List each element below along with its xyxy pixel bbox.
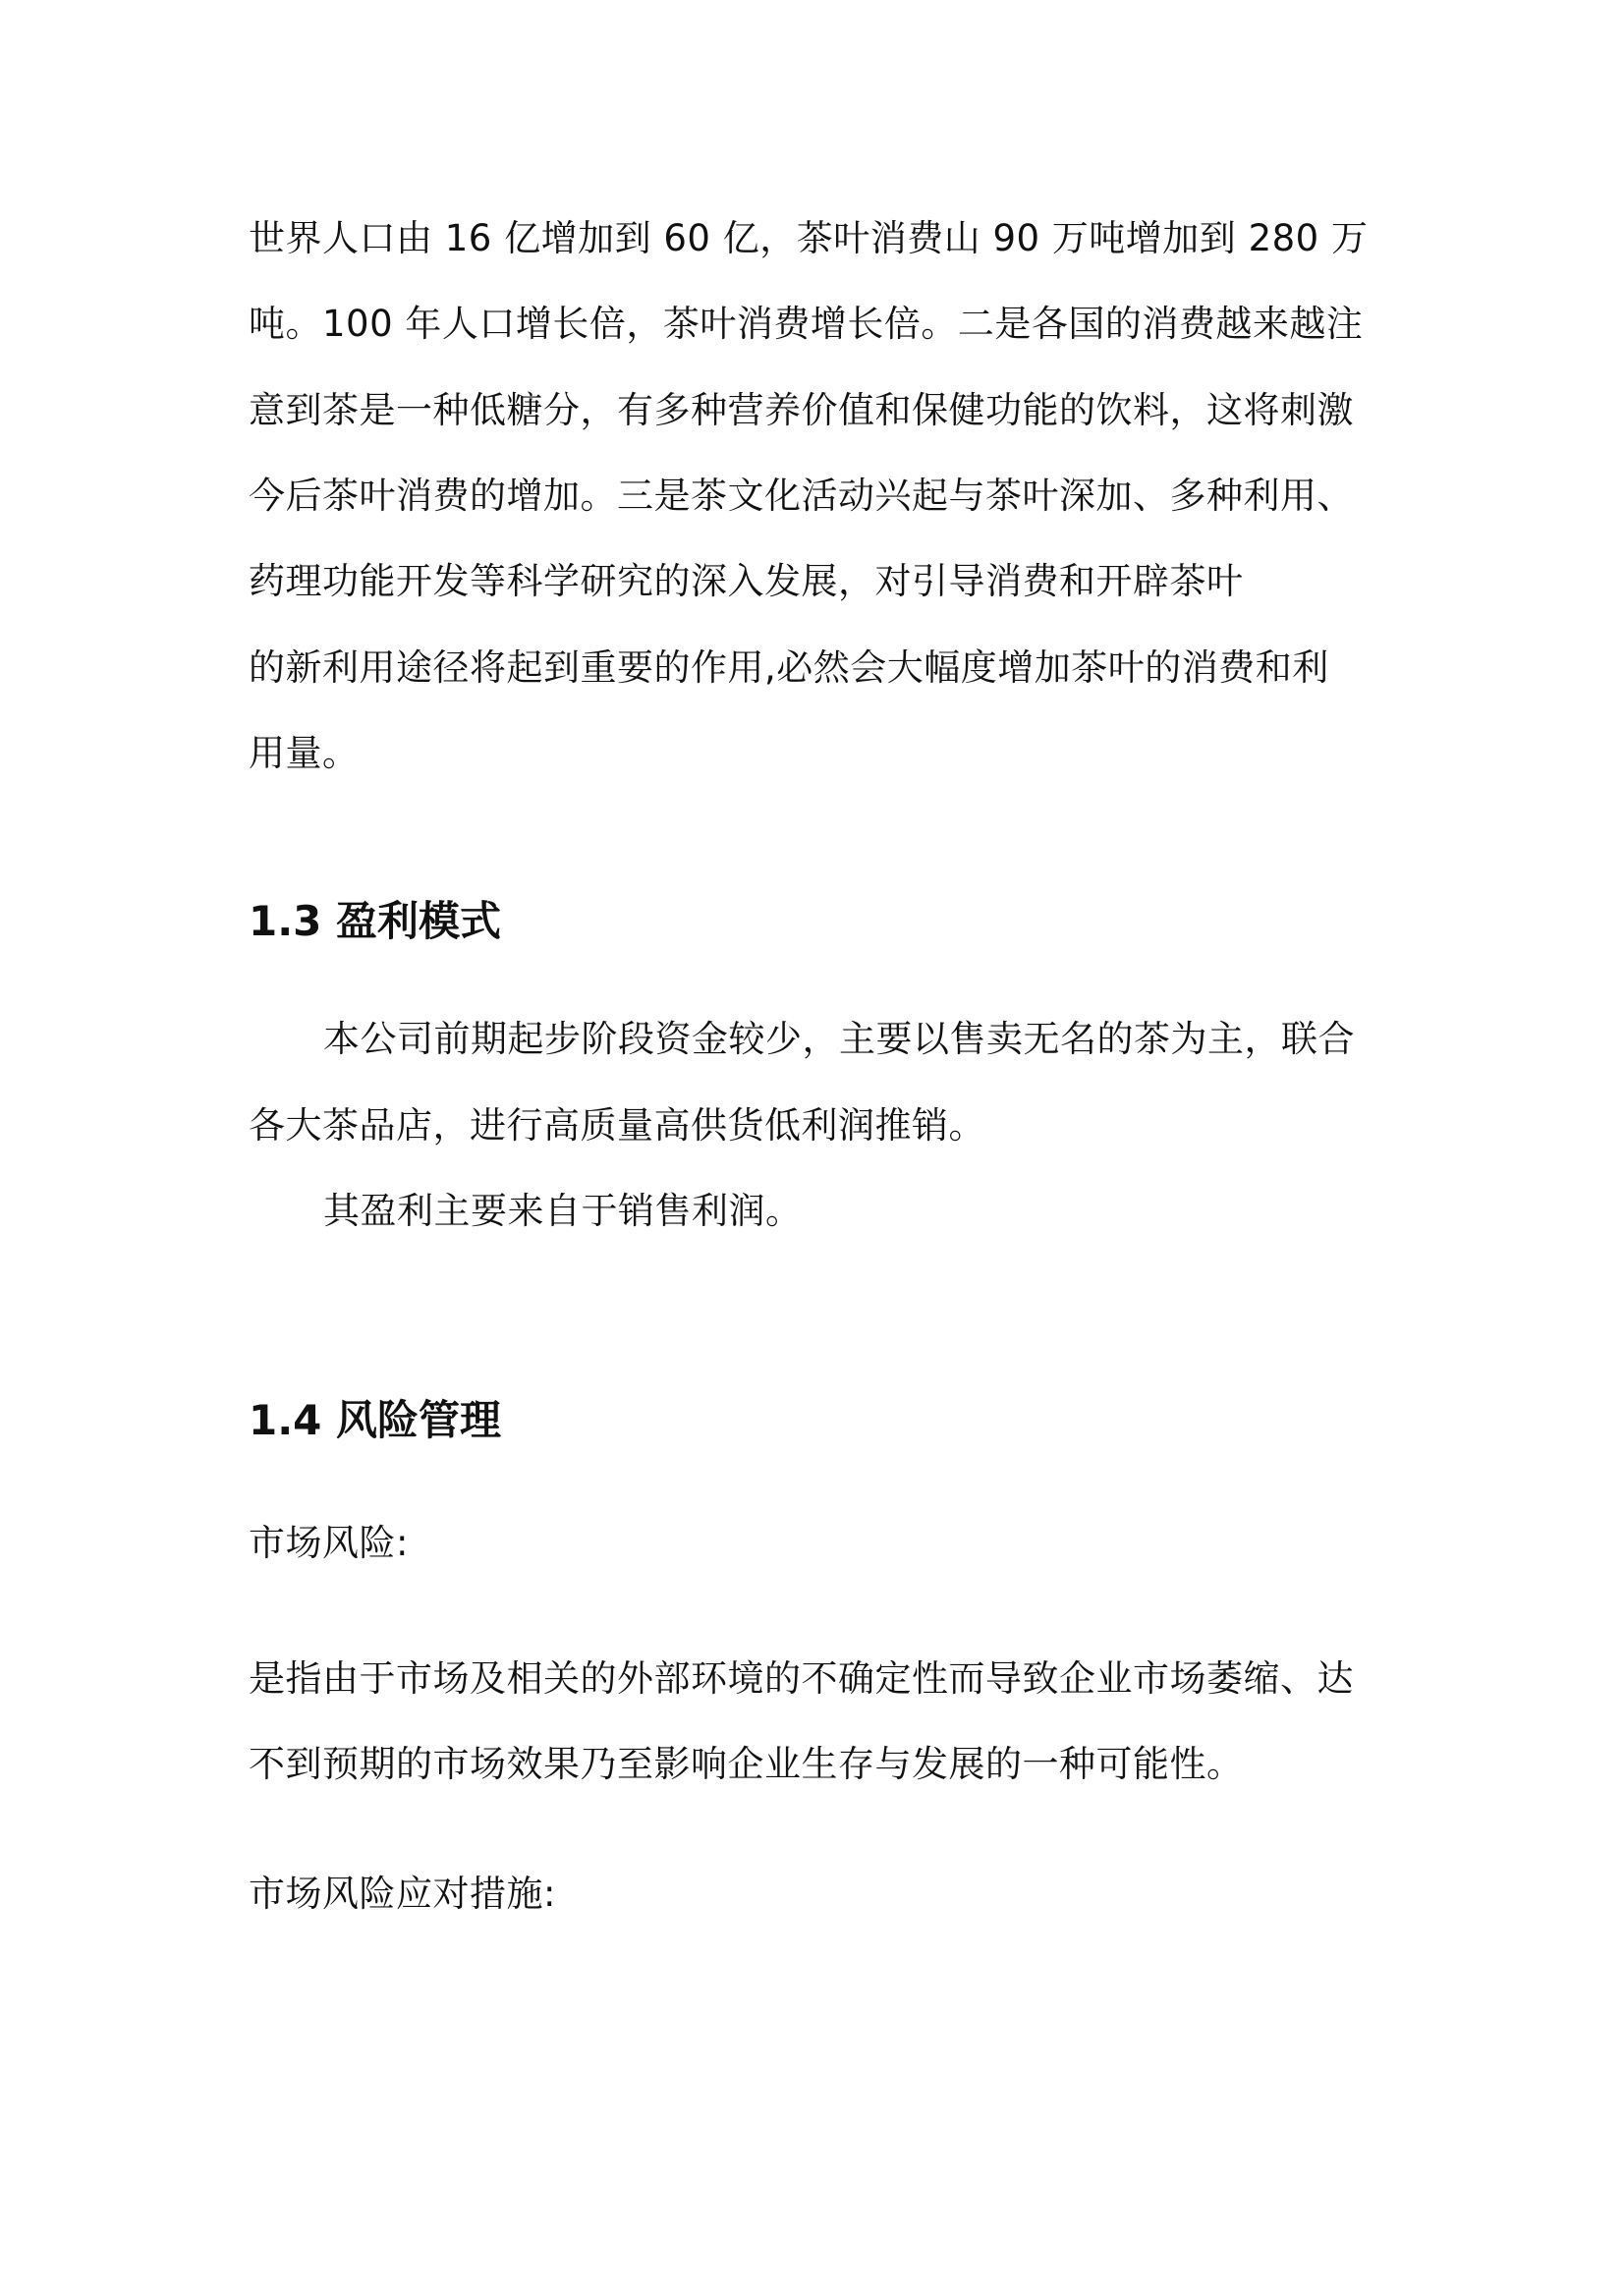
profit-para-2: 其盈利主要来自于销售利润。 [323, 1190, 803, 1232]
intro-line-6: 的新利用途径将起到重要的作用,必然会大幅度增加茶叶的消费和利 [249, 646, 1329, 689]
intro-line-5: 药理功能开发等科学研究的深入发展，对引导消费和开辟茶叶 [249, 560, 1244, 602]
profit-para-line-2: 各大茶品店，进行高质量高供货低利润推销。 [249, 1104, 985, 1147]
intro-line-3: 意到茶是一种低糖分，有多种营养价值和保健功能的饮料，这将刺激 [249, 389, 1354, 431]
market-risk-label: 市场风险: [249, 1522, 409, 1564]
market-risk-measures-label: 市场风险应对措施: [249, 1873, 556, 1915]
section-heading-1-4: 1.4 风险管理 [249, 1396, 502, 1444]
profit-para-line-1: 本公司前期起步阶段资金较少，主要以售卖无名的茶为主，联合 [323, 1018, 1355, 1060]
intro-line-1: 世界人口由 16 亿增加到 60 亿，茶叶消费山 90 万吨增加到 280 万 [249, 217, 1369, 259]
intro-line-2: 吨。100 年人口增长倍，茶叶消费增长倍。二是各国的消费越来越注 [249, 303, 1364, 345]
intro-line-4: 今后茶叶消费的增加。三是茶文化活动兴起与茶叶深加、多种利用、 [249, 475, 1354, 517]
market-risk-line-1: 是指由于市场及相关的外部环境的不确定性而导致企业市场萎缩、达 [249, 1657, 1354, 1700]
section-heading-1-3: 1.3 盈利模式 [249, 897, 502, 945]
intro-line-7: 用量。 [249, 732, 360, 774]
market-risk-line-2: 不到预期的市场效果乃至影响企业生存与发展的一种可能性。 [249, 1743, 1244, 1785]
